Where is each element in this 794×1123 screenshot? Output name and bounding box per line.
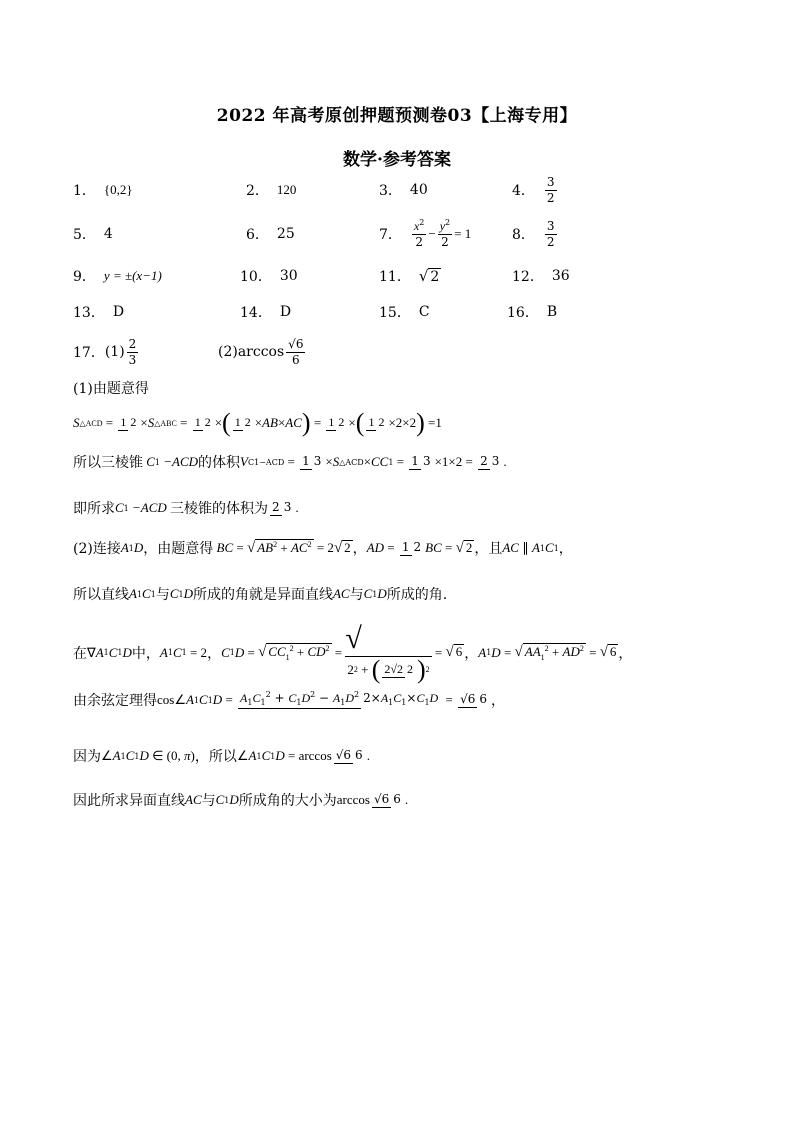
answer-17-part1: 17． (1) $\frac{2}{3}$ xyxy=(73,336,137,367)
answer-12: 12． 36 xyxy=(512,268,570,285)
solution-p1-volume: 所以三棱锥 C 1 −ACD 的体积 V C1−ACD = 1 3 × S △ACD × CC 1 = 1 3 ×1×2 = 2 3 . xyxy=(73,454,507,471)
answer-2: 2． 120 xyxy=(246,182,297,199)
solution-p2-triangle-sides: 在 ∇ A 1 C 1 D 中， A 1 C 1 = 2 ， C 1 D = √ CC12 + CD2 = √ 2 2 + ( 2√2 2 ) 2 = √ 6 ， A 1 D = √ AA12 + AD2 = √ 6 ， xyxy=(73,622,633,684)
solution-final-answer: 因此所求异面直线 AC 与 C 1 D 所成角的大小为 arccos √6 6 . xyxy=(73,792,409,809)
solution-p2-heading: (2)连接 A 1 D ，由题意得 BC = √ AB2 + AC2 = 2 √ 2 ， AD = 1 2 BC = √ 2 ，且 AC ∥ A 1 C 1 ， xyxy=(73,539,573,557)
answer-10: 10． 30 xyxy=(240,268,298,285)
solution-p2-angle-statement: 所以直线 A 1 C 1 与 C 1 D 所成的角就是异面直线 AC 与 C 1 D 所成的角. xyxy=(73,586,448,603)
answer-3: 3． 40 xyxy=(379,182,428,199)
answer-8: 8． $\frac{3}{2}$ xyxy=(512,218,555,249)
answer-7: 7． $\frac{x^2}{2}$ − $\frac{y^2}{2}$ = 1 xyxy=(379,218,472,249)
answer-6: 6． 25 xyxy=(246,226,295,243)
answer-4: 4． $\frac{3}{2}$ xyxy=(512,174,555,205)
answer-17-part2: (2)arccos $\frac{√6}{6}$ xyxy=(218,336,304,367)
answer-11: 11． √ 2 xyxy=(379,267,440,285)
answer-row-1 xyxy=(0,170,794,210)
answer-1: 1． {0,2} xyxy=(73,182,133,199)
answer-16: 16． B xyxy=(507,304,558,321)
answer-row-3 xyxy=(0,256,794,296)
solution-p1-area-eq: S △ACD = 1 2 × S △ABC = 1 2 × ( 1 2 × AB × AC ) = 1 2 × ( 1 2 ×2×2 ) =1 xyxy=(73,408,442,437)
document-subtitle: 数学·参考答案 xyxy=(343,150,451,170)
document-title: 2022 年高考原创押题预测卷03【上海专用】 xyxy=(216,106,578,126)
answer-row-4 xyxy=(0,292,794,332)
answer-15: 15． C xyxy=(379,304,430,321)
fraction: $\frac{3}{2}$ xyxy=(546,174,555,205)
solution-p1-conclusion: 即所求 C 1 −ACD 三棱锥的体积为 2 3 . xyxy=(73,500,299,517)
answer-row-2 xyxy=(0,214,794,254)
answer-9: 9． y = ±(x−1) xyxy=(73,268,162,285)
solution-p2-angle-range: 因为 ∠ A 1 C 1 D ∈ (0, π) ，所以 ∠ A 1 C 1 D = arccos √6 6 . xyxy=(73,748,370,765)
answer-13: 13． D xyxy=(73,304,125,321)
solution-p2-cosine-law: 由余弦定理得 cos∠ A 1 C 1 D = A1C12 + C1D2 − A1D2 2×A1C1×C1D = √6 6 ， xyxy=(73,689,505,709)
answer-5: 5． 4 xyxy=(73,226,113,243)
solution-p1-heading: (1)由题意得 xyxy=(73,381,149,397)
answer-row-17 xyxy=(0,332,794,372)
answer-14: 14． D xyxy=(240,304,292,321)
